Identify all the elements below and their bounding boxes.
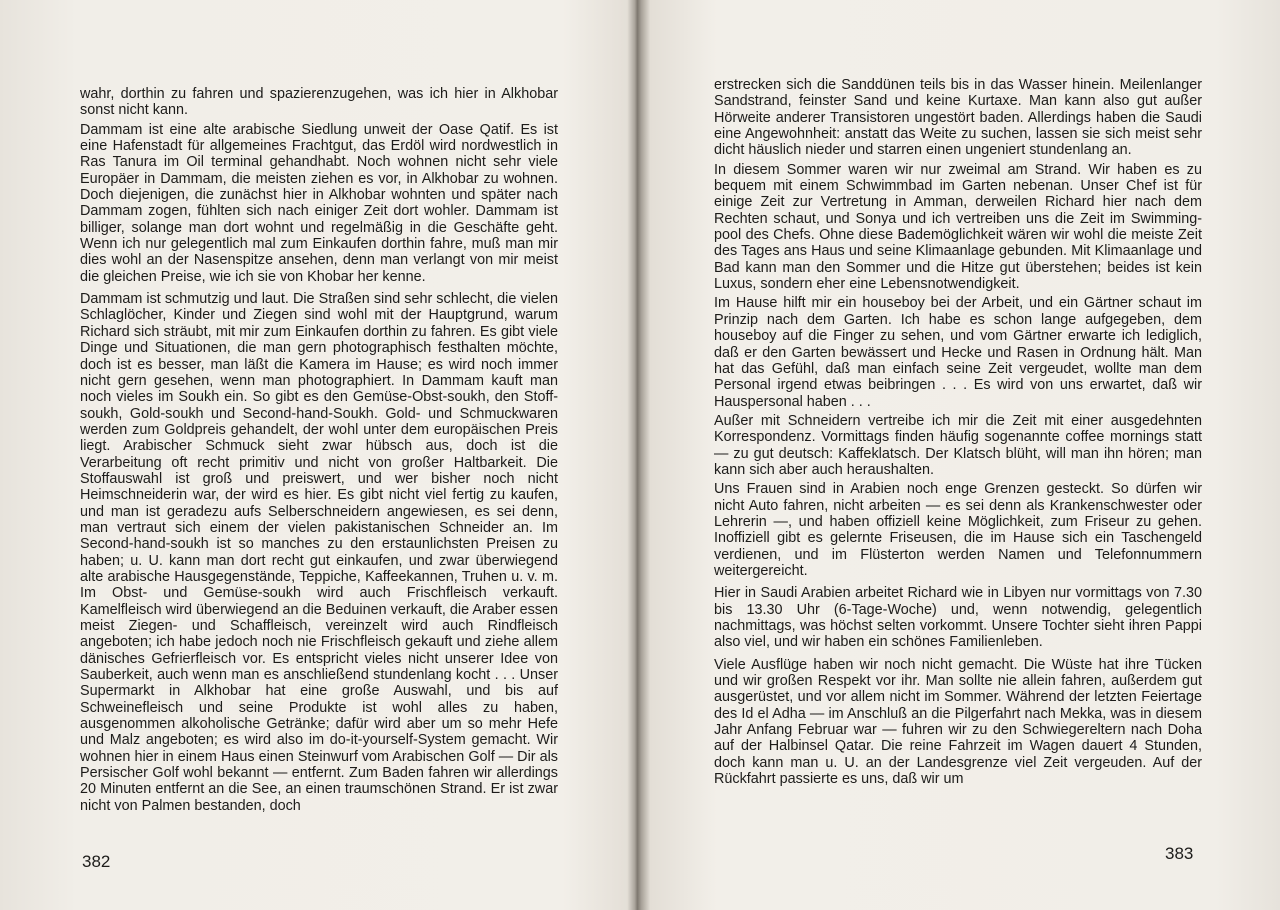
paragraph: Dammam ist schmutzig und laut. Die Straßen sind sehr schlecht, die vielen Schlaglöcher, Kinder und Ziegen sind wohl mit der Hauptgrund, warum Richard sich sträubt, mit mir zum Einkaufen dorthin zu fahren. Es gibt viele Dinge und Situationen, die man gern photographisch festhalten möchte, doch ist es besser, man läßt die Kamera im Hause; es wird noch immer nicht gern gesehen, wenn man photographiert. In Dammam kauft man noch vieles im Soukh ein. So gibt es den Gemüse-Obst-soukh, den Stoff-soukh, Gold-soukh und Second-hand-Soukh. Gold- und Schmuckwaren werden zum Goldpreis gehandelt, der wohl unter dem europäischen Preis liegt. Arabischer Schmuck sieht zwar hübsch aus, doch ist die Verarbeitung oft recht primitiv und nicht von großer Haltbarkeit. Die Stoffauswahl ist groß und preiswert, und wer bisher noch nicht Heimschneiderin war, der wird es hier. Es gibt nicht viel fertig zu kaufen, und man ist geradezu aufs Selberschneidern angewiesen, es sei denn, man vertraut sich einem der vielen pakistanischen Schneider an. Im Second-hand-soukh ist so manches zu den erstaunlichsten Preisen zu haben; u. U. kann man dort recht gut einkaufen, und zwar überwiegend alte arabische Hausgegenstände, Teppiche, Kaffeekannen, Truhen u. v. m. Im Obst- und Gemüse-soukh wird auch Frischfleisch verkauft. Kamelfleisch wird überwiegend an die Beduinen verkauft, die Araber essen meist Ziegen- und Schaffleisch, vereinzelt wird auch Rindfleisch angeboten; ich habe jedoch noch nie Frischfleisch gekauft und ziehe allem dänisches Gefrierfleisch vor. Es entspricht vieles nicht unserer Idee von Sauberkeit, auch wenn man es anschließend stundenlang kocht . . . Unser Supermarkt in Alkhobar hat eine große Auswahl, und bis auf Schweinefleisch und seine Produkte ist wohl alles zu haben, ausgenommen alkoholische Getränke; dafür wird aber um so mehr Hefe und Malz angeboten; es wird also im do-it-yourself-System gemacht. Wir wohnen hier in einem Haus einen Steinwurf vom Arabischen Golf — Dir als Persischer Golf wohl bekannt — entfernt. Zum Baden fahren wir allerdings 20 Minuten entfernt an die See, an einen traumschönen Strand. Er ist zwar nicht von Palmen bestanden, doch	[80, 291, 558, 814]
paragraph: Außer mit Schneidern vertreibe ich mir die Zeit mit einer ausgedehnten Korrespondenz. Vormittags finden häufig sogenannte coffee mornings statt — zu gut deutsch: Kaffeklatsch. Der Klatsch blüht, will man ihn hören; man kann sich aber auch heraushalten.	[714, 412, 1202, 478]
left-page	[0, 0, 636, 910]
paragraph: In diesem Sommer waren wir nur zweimal am Strand. Wir haben es zu bequem mit einem Schwimmbad im Garten nebenan. Unser Chef ist für einige Zeit zur Vertretung in Amman, derweilen Richard hier nach dem Rechten schaut, und Sonya und ich vertreiben uns die Zeit im Swimming-pool des Chefs. Ohne diese Bademöglichkeit wären wir wohl die meiste Zeit des Tages ans Haus und seine Klimaanlage gebunden. Mit Klimaanlage und Bad kann man den Sommer und die Hitze gut überstehen; beides ist kein Luxus, sondern eher eine Lebensnotwendigkeit.	[714, 161, 1202, 293]
left-page-text	[80, 86, 558, 817]
paragraph: Viele Ausflüge haben wir noch nicht gemacht. Die Wüste hat ihre Tücken und wir großen Respekt vor ihr. Man sollte nie allein fahren, außerdem gut ausgerüstet, und vor allem nicht im Sommer. Während der letzten Feiertage des Id el Adha — im Anschluß an die Pilgerfahrt nach Mekka, was in diesem Jahr Anfang Februar war — fuhren wir zu den Schwiegereltern nach Doha auf der Halbinsel Qatar. Die reine Fahrzeit im Wagen dauert 4 Stunden, doch kann man u. U. an der Landesgrenze viel Zeit vergeuden. Auf der Rückfahrt passierte es uns, daß wir um	[714, 656, 1202, 788]
paragraph: Uns Frauen sind in Arabien noch enge Grenzen gesteckt. So dürfen wir nicht Auto fahren, nicht arbeiten — es sei denn als Krankenschwester oder Lehrerin —, und haben offiziell keine Möglichkeit, zum Friseur zu gehen. Inoffiziell gibt es gelernte Friseusen, die im Hause sich ein Taschengeld verdienen, und im Flüsterton werden Namen und Telefonnummern weitergereicht.	[714, 481, 1202, 579]
paragraph: Dammam ist eine alte arabische Siedlung unweit der Oase Qatif. Es ist eine Hafenstadt für allgemeines Frachtgut, das Erdöl wird nordwestlich in Ras Tanura im Oil terminal gehandhabt. Noch wohnen nicht sehr viele Europäer in Dammam, die meisten ziehen es vor, in Alkhobar zu wohnen. Doch diejenigen, die zunächst hier in Alkhobar wohnten und später nach Dammam zogen, fühlten sich nach einiger Zeit dort wohler. Dammam ist billiger, solange man dort wohnt und regelmäßig in die Geschäfte geht. Wenn ich nur gelegentlich mal zum Einkaufen dorthin fahre, muß man mir dies wohl an der Nasenspitze ansehen, denn man verlangt von mir meist die gleichen Preise, wie ich sie von Khobar her kenne.	[80, 121, 558, 285]
paragraph: erstrecken sich die Sanddünen teils bis in das Wasser hinein. Meilenlanger Sandstrand, feinster Sand und keine Kurtaxe. Man kann also gut außer Hörweite anderer Transistoren ungestört baden. Allerdings haben die Saudi eine Angewohnheit: anstatt das Weite zu suchen, lassen sie sich meist sehr dicht häuslich nieder und starren einen ungeniert stundenlang an.	[714, 77, 1202, 159]
page-number: 383	[1165, 844, 1194, 863]
right-page-text	[714, 77, 1202, 790]
paragraph: Hier in Saudi Arabien arbeitet Richard wie in Libyen nur vormittags von 7.30 bis 13.30 Uhr (6-Tage-Woche) und, wenn notwendig, gelegentlich nachmittags, was höchst selten vorkommt. Unsere Tochter sieht ihren Pappi also viel, und wir haben ein schönes Familienleben.	[714, 585, 1202, 651]
paragraph: wahr, dorthin zu fahren und spazierenzugehen, was ich hier in Alkhobar sonst nicht kann.	[80, 86, 558, 119]
right-page	[638, 0, 1280, 910]
page-number: 382	[82, 852, 111, 871]
paragraph: Im Hause hilft mir ein houseboy bei der Arbeit, und ein Gärtner schaut im Prinzip nach dem Garten. Ich habe es schon lange aufgegeben, dem houseboy auf die Finger zu sehen, und vom Gärtner erwarte ich lediglich, daß er den Garten bewässert und Hecke und Rasen in Ordnung hält. Man hat das Gefühl, daß man einfach seine Zeit vergeudet, wollte man dem Personal irgend etwas beibringen . . . Es wird von uns erwartet, daß wir Hauspersonal haben . . .	[714, 295, 1202, 410]
